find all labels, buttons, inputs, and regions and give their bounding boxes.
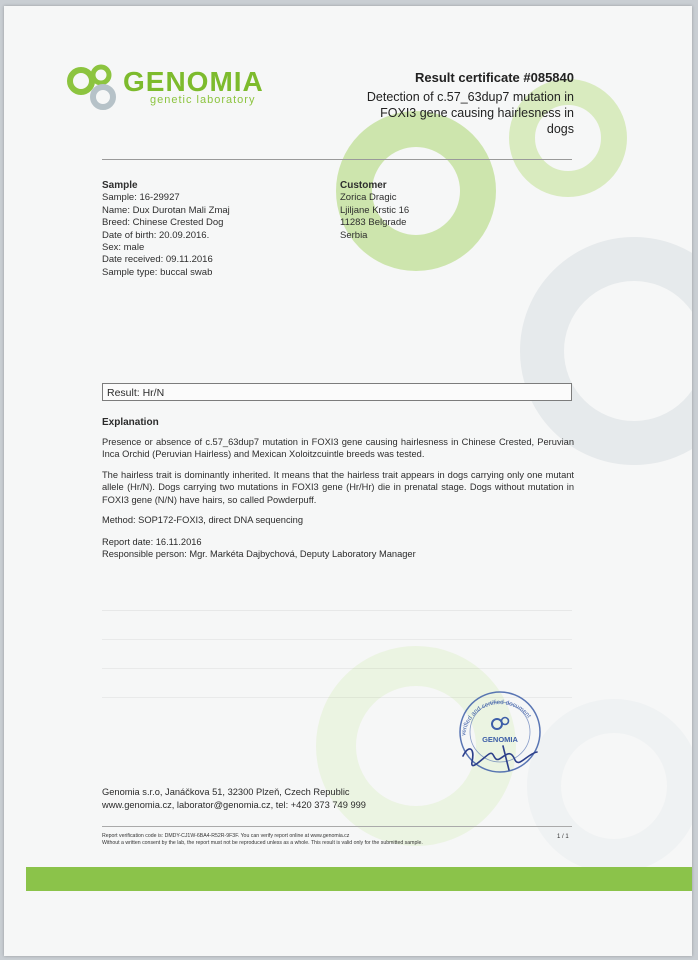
customer-line: Serbia <box>340 229 368 241</box>
verification-line-2: Without a written consent by the lab, the report must not be reproduced unless as a whole. This result is valid only for the submitted sample. <box>102 840 423 846</box>
footer-address <box>102 786 366 812</box>
explanation-paragraph-1: Presence or absence of c.57_63dup7 mutation in FOXI3 gene causing hairlesness in Chinese Crested, Peruvian Inca Orchid (Peruvian Hairless) and Mexican Xoloitzcuintle breeds was tested. <box>102 437 574 460</box>
customer-line: Zorica Dragic <box>340 192 397 204</box>
footer-divider <box>102 826 572 827</box>
page-number: 1 / 1 <box>557 834 569 840</box>
method-line: Method: SOP172-FOXI3, direct DNA sequencing <box>102 515 304 525</box>
report-date: Report date: 16.11.2016 <box>102 537 202 547</box>
sample-line: Sample: 16-29927 <box>102 192 180 204</box>
brand-subtitle-suffix: laboratory <box>196 94 256 106</box>
certificate-page <box>4 6 692 956</box>
customer-block <box>340 180 520 242</box>
sample-line: Date of birth: 20.09.2016. <box>102 229 210 241</box>
customer-line: Ljiljane Krstic 16 <box>340 204 410 216</box>
sample-block <box>102 180 322 279</box>
responsible-person: Responsible person: Mgr. Markéta Dajbychová, Deputy Laboratory Manager <box>102 549 416 559</box>
footer-address-line: Genomia s.r.o, Janáčkova 51, 32300 Plzeň, Czech Republic <box>102 787 350 797</box>
certificate-number: Result certificate #085840 <box>415 70 574 85</box>
sample-line: Name: Dux Durotan Mali Zmaj <box>102 204 230 216</box>
sample-line: Sample type: buccal swab <box>102 266 213 278</box>
sample-heading: Sample <box>102 180 138 191</box>
brand-subtitle-prefix: genetic <box>150 94 193 106</box>
sample-line: Date received: 09.11.2016 <box>102 254 213 266</box>
header-divider <box>102 159 572 160</box>
explanation-paragraph-2: The hairless trait is dominantly inherited. It means that the hairless trait appears in dogs carrying only one mutant allele (Hr/N). Dogs carrying two mutations in FOXI3 gene (Hr/Hr) die in prenatal stage. Dogs without mutation in FOXI3 gene (N/N) have hairs, so called Powderpuff. <box>102 470 574 505</box>
sample-line: Breed: Chinese Crested Dog <box>102 217 224 229</box>
footer-green-band <box>26 867 692 891</box>
verified-stamp <box>445 684 555 794</box>
sample-line: Sex: male <box>102 242 145 254</box>
result-box: Result: Hr/N <box>102 383 572 401</box>
footer-contacts-line: www.genomia.cz, laborator@genomia.cz, tel: +420 373 749 999 <box>102 800 366 810</box>
verification-note <box>102 833 522 847</box>
verification-line-1: Report verification code is: DMDY-CJ1W-6BA4-R52R-9F3F. You can verify report online at www.genomia.cz <box>102 833 350 839</box>
brand-subtitle <box>150 94 255 106</box>
explanation-heading: Explanation <box>102 417 159 428</box>
genomia-logo-icon <box>66 62 124 114</box>
customer-heading: Customer <box>340 180 387 191</box>
certificate-title: Detection of c.57_63dup7 mutation in FOXI3 gene causing hairlesness in dogs <box>366 90 574 136</box>
stamp-arc-textpath: verified and certified document <box>460 698 533 737</box>
signature-scribble <box>463 746 537 770</box>
brand-name: GENOMIA <box>123 66 264 97</box>
stamp-brand: GENOMIA <box>482 735 518 744</box>
customer-line: 11283 Belgrade <box>340 217 407 229</box>
